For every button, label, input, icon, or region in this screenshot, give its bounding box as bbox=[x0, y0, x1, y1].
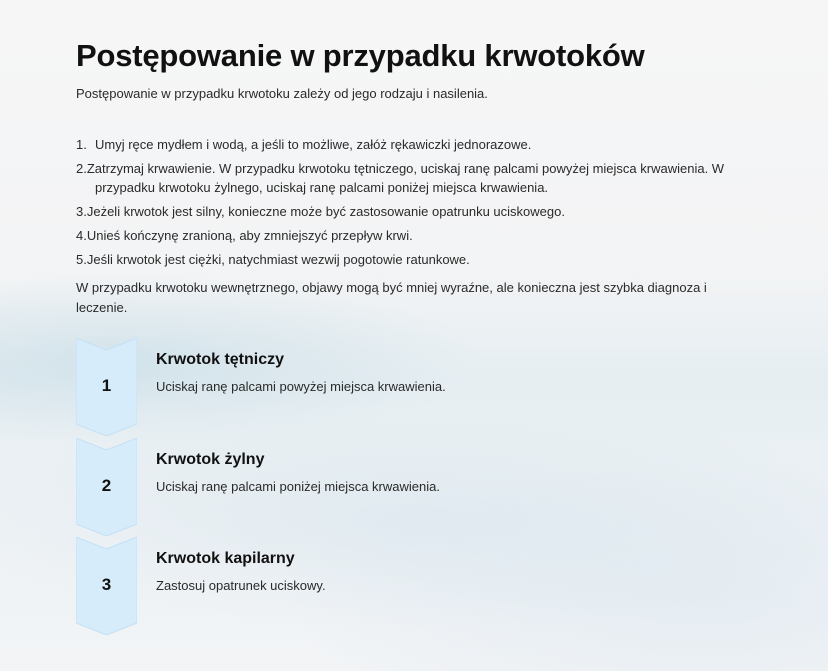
type-description: Uciskaj ranę palcami powyżej miejsca krwawienia. bbox=[156, 379, 446, 394]
step-number: 1. bbox=[76, 137, 87, 152]
list-item bbox=[76, 202, 756, 221]
type-description: Zastosuj opatrunek uciskowy. bbox=[156, 578, 326, 593]
step-number: 2. bbox=[76, 161, 87, 176]
type-description: Uciskaj ranę palcami poniżej miejsca krwawienia. bbox=[156, 479, 440, 494]
steps-list bbox=[76, 135, 756, 274]
step-number: 4. bbox=[76, 228, 87, 243]
list-item bbox=[76, 135, 756, 154]
type-card-capillary bbox=[76, 537, 756, 637]
outro-text: W przypadku krwotoku wewnętrznego, objawy mogą być mniej wyraźne, ale konieczna jest szybka diagnoza i leczenie. bbox=[76, 280, 707, 315]
type-title: Krwotok żylny bbox=[156, 451, 265, 468]
list-item bbox=[76, 250, 756, 269]
bleeding-types bbox=[76, 338, 756, 638]
type-number: 3 bbox=[101, 575, 112, 594]
type-title: Krwotok tętniczy bbox=[156, 351, 285, 368]
step-number: 3. bbox=[76, 204, 87, 219]
type-card-arterial bbox=[76, 338, 756, 438]
step-text: Zatrzymaj krwawienie. W przypadku krwotoku tętniczego, uciskaj ranę palcami powyżej miejsca krwawienia. W przypadku krwotoku żylnego, uciskaj ranę palcami poniżej miejsca krwawienia. bbox=[86, 161, 725, 195]
type-number: 2 bbox=[101, 476, 112, 495]
type-card-venous bbox=[76, 438, 756, 538]
intro-text: Postępowanie w przypadku krwotoku zależy od jego rodzaju i nasilenia. bbox=[76, 86, 488, 101]
list-item bbox=[76, 226, 756, 245]
step-text: Unieś kończynę zranioną, aby zmniejszyć przepływ krwi. bbox=[86, 228, 413, 243]
step-number: 5. bbox=[76, 252, 87, 267]
type-title: Krwotok kapilarny bbox=[156, 550, 295, 567]
page-title: Postępowanie w przypadku krwotoków bbox=[76, 38, 645, 73]
type-number: 1 bbox=[101, 376, 112, 395]
step-text: Jeśli krwotok jest ciężki, natychmiast wezwij pogotowie ratunkowe. bbox=[86, 252, 470, 267]
step-text: Jeżeli krwotok jest silny, konieczne może być zastosowanie opatrunku uciskowego. bbox=[86, 204, 565, 219]
step-text: Umyj ręce mydłem i wodą, a jeśli to możliwe, załóż rękawiczki jednorazowe. bbox=[95, 137, 532, 152]
list-item bbox=[76, 159, 756, 197]
